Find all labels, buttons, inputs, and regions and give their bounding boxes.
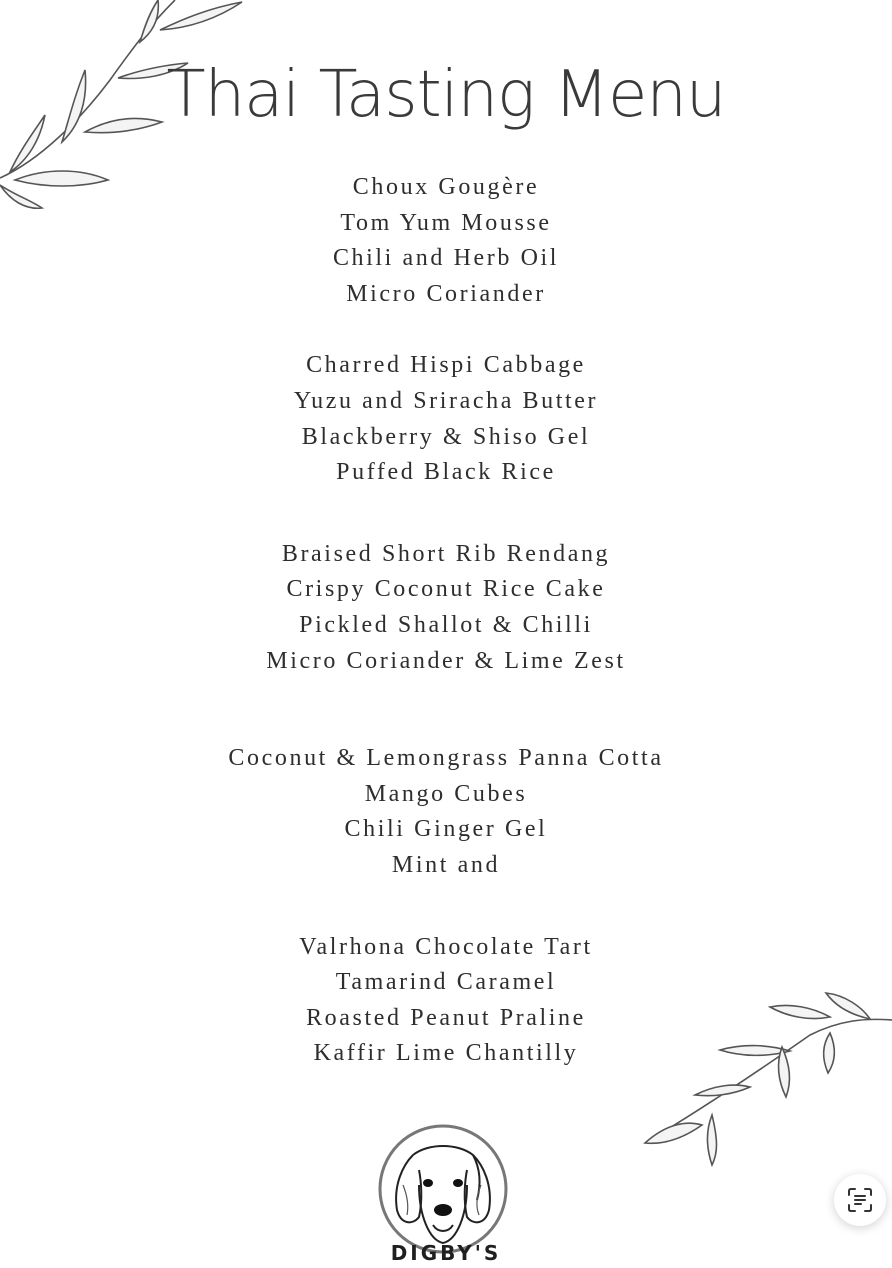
menu-list <box>0 170 892 1072</box>
menu-item: Mint and <box>391 851 501 878</box>
menu-item: Choux Gougère <box>352 174 540 200</box>
menu-item: Coconut & Lemongrass Panna Cotta <box>228 745 664 772</box>
menu-item: Crispy Coconut Rice Cake <box>286 576 606 603</box>
menu-item: Mango Cubes <box>364 780 528 807</box>
course-4 <box>0 741 892 883</box>
menu-item: Chili and Herb Oil <box>332 245 560 272</box>
course-5 <box>0 930 892 1072</box>
menu-item: Micro Coriander & Lime Zest <box>266 647 626 674</box>
menu-item: Roasted Peanut Praline <box>306 1004 586 1031</box>
menu-item: Kaffir Lime Chantilly <box>313 1040 579 1067</box>
menu-item: Puffed Black Rice <box>336 459 556 486</box>
menu-item: Valrhona Chocolate Tart <box>299 933 593 960</box>
menu-item: Braised Short Rib Rendang <box>281 540 611 567</box>
course-2 <box>0 348 892 490</box>
menu-item: Micro Coriander <box>346 280 546 307</box>
menu-item: Blackberry & Shiso Gel <box>301 423 591 450</box>
menu-item: Pickled Shallot & Chilli <box>299 611 593 638</box>
scan-text-icon <box>846 1186 874 1214</box>
menu-item: Yuzu and Sriracha Butter <box>293 387 599 414</box>
scan-text-button[interactable] <box>834 1174 886 1226</box>
menu-item: Charred Hispi Cabbage <box>306 352 586 379</box>
brand-name: DIGBY'S <box>390 1241 502 1265</box>
menu-item: Tom Yum Mousse <box>340 209 552 236</box>
course-1 <box>0 170 892 312</box>
page-title: Thai Tasting Menu <box>166 58 726 132</box>
course-3 <box>0 537 892 679</box>
menu-item: Tamarind Caramel <box>335 969 557 996</box>
menu-item: Chili Ginger Gel <box>344 816 548 843</box>
